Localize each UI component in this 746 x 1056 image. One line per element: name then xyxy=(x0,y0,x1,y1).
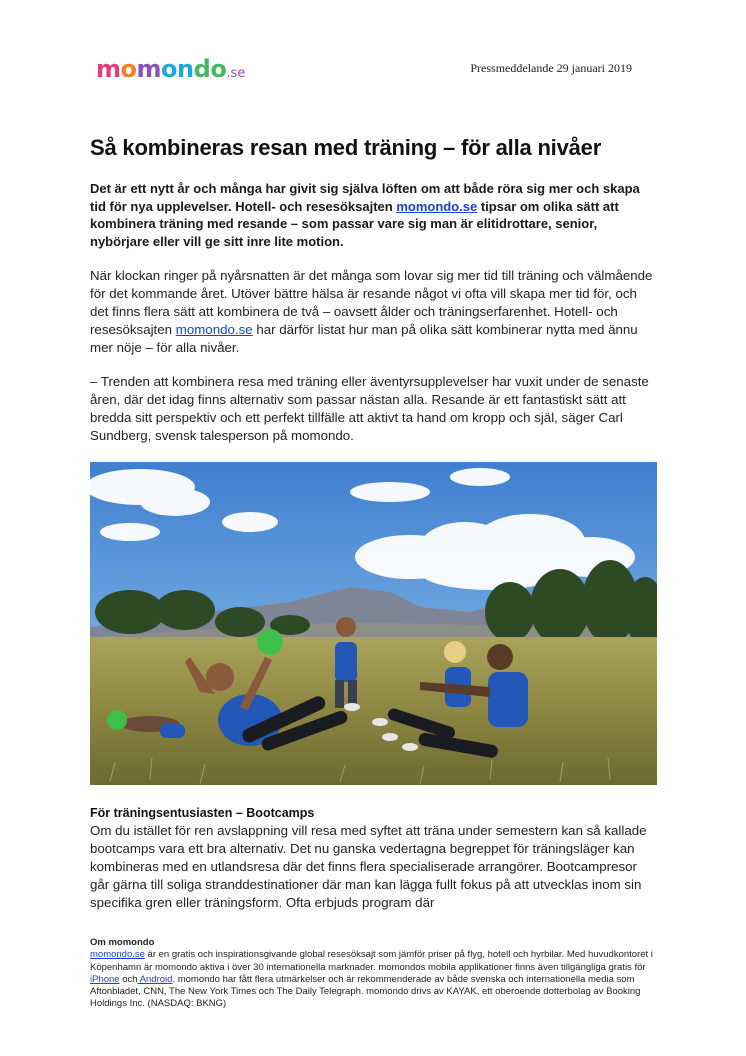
footer-momondo-link[interactable]: momondo.se xyxy=(90,949,145,961)
iphone-link[interactable]: iPhone xyxy=(90,973,120,985)
about-momondo xyxy=(90,937,660,1011)
momondo-logo[interactable]: momondo.se xyxy=(96,55,246,83)
about-text: momondo.se är en gratis och inspirationsgivande global resesöksajt som jämför priser på flyg, hotell och hyrbilar. Med huvudkontoret i Köpenhamn är momondo aktiva i över 30 internationella marknader. momondos mobila applikationer finns även tillgängliga gratis för iPhone och Android. momondo har fått flera utmärkelser och är rekommenderade av både svenska och internationella media som Aftonbladet, CNN, The New York Times och The Daily Telegraph. momondo drivs av KAYAK, ett oberoende dotterbolag av Booking Holdings Inc. (NASDAQ: BKNG) xyxy=(90,949,653,1010)
body-paragraph-1: När klockan ringer på nyårsnatten är det många som lovar sig mer tid till träning och välmående för det kommande året. Utöver bättre hälsa är resande något vi ofta vill skapa mer tid för, och det finns flera sätt att kombinera de två – oavsett ålder och träningserfarenhet. Hotell- och resesöksajten momondo.se har därför listat hur man på olika sätt kombinerar nytta med ännu mer nöje – för alla nivåer. xyxy=(90,268,653,355)
page-title: Så kombineras resan med träning – för alla nivåer xyxy=(90,135,602,160)
press-release-date: Pressmeddelande 29 januari 2019 xyxy=(470,61,632,75)
section-body: Om du istället för ren avslappning vill resa med syftet att träna under semestern kan så kallade bootcamps vara ett bra alternativ. Det nu ganska vedertagna begreppet för träningsläger kan kombineras med en utlandsresa där det finns flera specialiserade arrangörer. Bootcampresor går gärna till soliga stranddestinationer där man kan lägga fullt fokus på att utvecklas inom sin specifika gren eller träningsform. Ofta erbjuds program där xyxy=(90,823,647,910)
quote-paragraph: – Trenden att kombinera resa med träning eller äventyrsupplevelser har vuxit under de senaste åren, där det idag finns alternativ som passar nästan alla. Resande är ett fantastiskt sätt att bredda sitt perspektiv och ett perfekt tillfälle att aktivt ta hand om kropp och själ, säger Carl Sundberg, svensk talesperson på momondo. xyxy=(90,374,649,443)
about-heading: Om momondo xyxy=(90,937,155,948)
lead-paragraph: Det är ett nytt år och många har givit sig själva löften om att både röra sig mer och skapa tid för nya upplevelser. Hotell- och resesöksajten momondo.se tipsar om olika sätt att kombinera träning med resande – som passar vare sig man är elitidrottare, senior, nybörjare eller vill ge sitt inre lite motion. xyxy=(90,181,640,249)
momondo-link-body[interactable]: momondo.se xyxy=(175,322,253,337)
bootcamp-photo xyxy=(90,462,657,785)
android-link[interactable]: Android xyxy=(137,973,173,985)
section-heading: För träningsentusiasten – Bootcamps xyxy=(90,806,315,820)
momondo-link-lead[interactable]: momondo.se xyxy=(396,198,478,214)
